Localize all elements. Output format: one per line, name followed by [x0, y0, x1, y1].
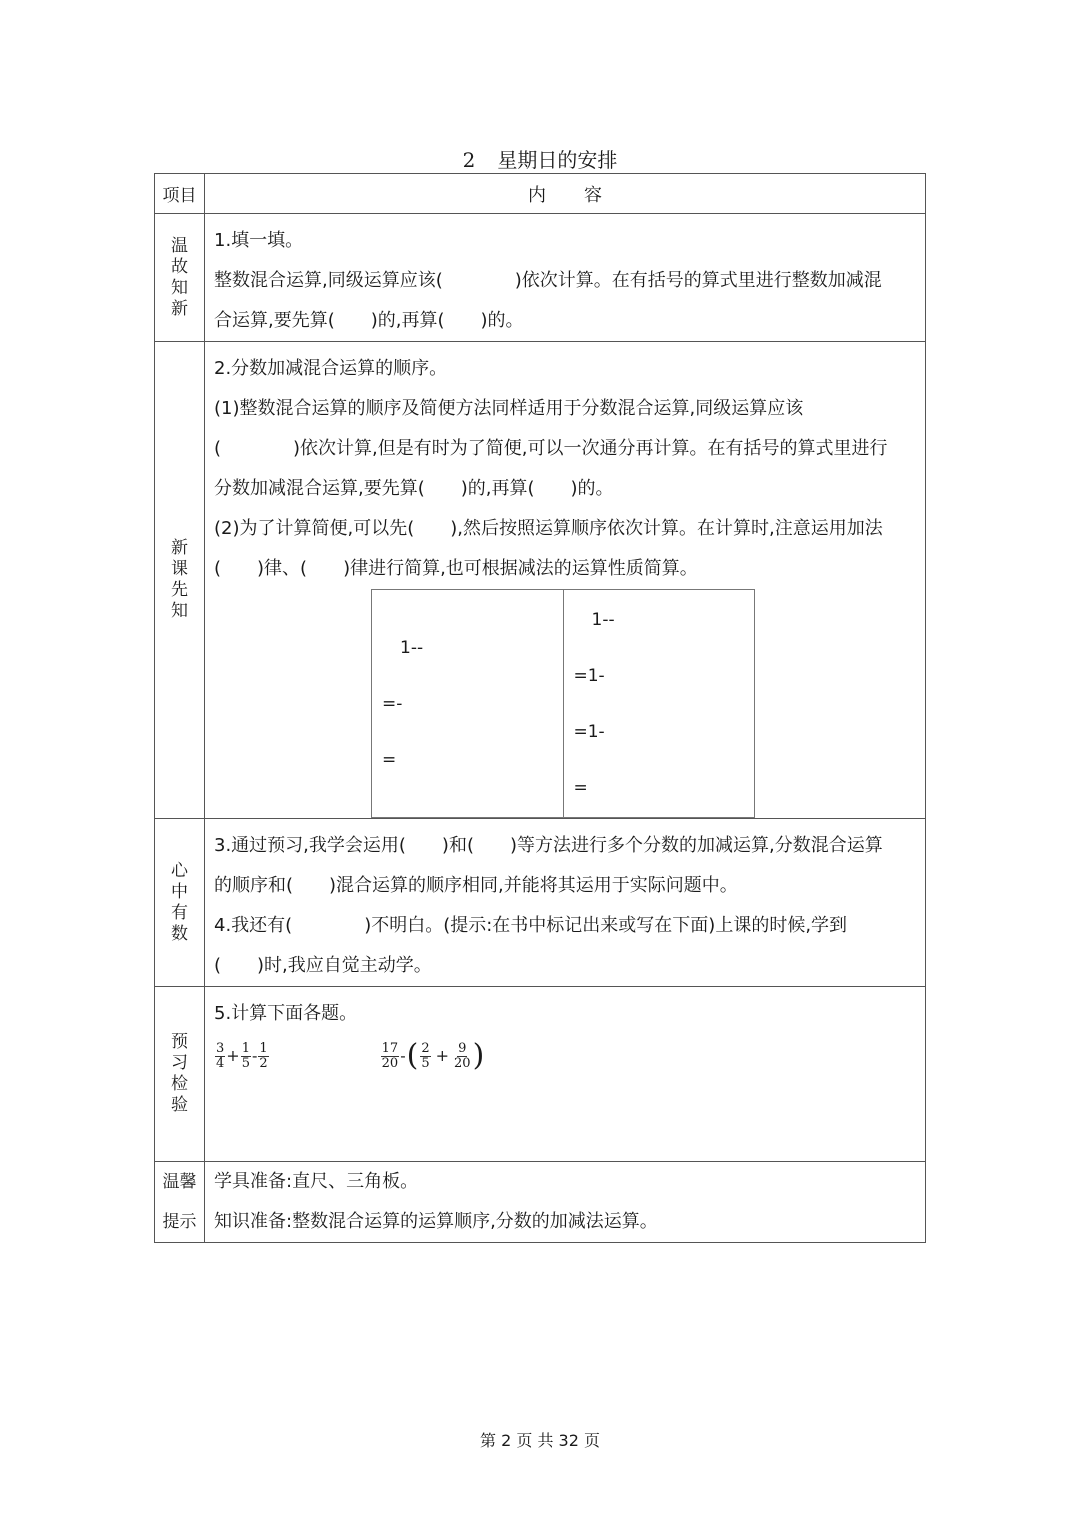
table-row-check: [155, 987, 926, 1162]
row-content-check: [205, 987, 926, 1162]
text-line: 2.分数加减混合运算的顺序。: [214, 358, 448, 379]
header-item: 项目: [155, 174, 205, 214]
text-line: ( )律、( )律进行简算,也可根据减法的运算性质简算。: [214, 558, 698, 579]
row-label-review: 温故知新: [155, 214, 205, 342]
math-expression-1: $\frac{3}{4}$ + $\frac{1}{5}$ - $\frac{1}{2}$: [216, 1040, 268, 1071]
row-label-reflection: 心中有数: [155, 819, 205, 987]
text-line: 5.计算下面各题。: [214, 1003, 358, 1024]
text-line: ( )时,我应自觉主动学。: [214, 955, 432, 976]
text-line: 学具准备:直尺、三角板。: [214, 1171, 419, 1192]
working-box-left: 1-- =- =: [382, 638, 424, 770]
working-box-right: 1-- =1- =1- =: [563, 590, 755, 817]
text-line: 的顺序和( )混合运算的顺序相同,并能将其运用于实际问题中。: [214, 875, 738, 896]
table-row-new-lesson: [155, 342, 926, 819]
math-expression-2: $\frac{17}{20}$ - ( $\frac{2}{5}$ + $\frac{9}{20}$ ): [381, 1038, 485, 1073]
row-content-reflection: [205, 819, 926, 987]
row-label-tips: 温馨 提示: [155, 1162, 205, 1243]
row-label-new-lesson: 新课先知: [155, 342, 205, 819]
table-row-tips: [155, 1162, 926, 1243]
text-line: 合运算,要先算( )的,再算( )的。: [214, 310, 524, 331]
text-line: ( )依次计算,但是有时为了简便,可以一次通分再计算。在有括号的算式里进行: [214, 438, 888, 459]
text-line: 4.我还有( )不明白。(提示:在书中标记出来或写在下面)上课的时候,学到: [214, 915, 848, 936]
lesson-table: [154, 173, 926, 1243]
page-title: [0, 144, 1080, 173]
row-content-review: [205, 214, 926, 342]
text-line: 整数混合运算,同级运算应该( )依次计算。在有括号的算式里进行整数加减混: [214, 270, 882, 291]
lesson-title: 星期日的安排: [497, 148, 618, 172]
text-line: (1)整数混合运算的顺序及简便方法同样适用于分数混合运算,同级运算应该: [214, 398, 804, 419]
text-line: 3.通过预习,我学会运用( )和( )等方法进行多个分数的加减运算,分数混合运算: [214, 835, 883, 856]
page-footer: 第 2 页 共 32 页: [480, 1431, 600, 1450]
text-line: 知识准备:整数混合运算的运算顺序,分数的加减法运算。: [214, 1211, 658, 1232]
row-content-tips: [205, 1162, 926, 1243]
row-label-check: 预习检验: [155, 987, 205, 1162]
lesson-number: 2: [462, 148, 476, 172]
table-header-row: [155, 174, 926, 214]
table-row-reflection: [155, 819, 926, 987]
text-line: 1.填一填。: [214, 230, 304, 251]
header-content: 内 容: [205, 174, 926, 214]
working-box: [371, 589, 755, 818]
row-content-new-lesson: [205, 342, 926, 819]
table-row-review: [155, 214, 926, 342]
text-line: 分数加减混合运算,要先算( )的,再算( )的。: [214, 478, 614, 499]
text-line: (2)为了计算简便,可以先( ),然后按照运算顺序依次计算。在计算时,注意运用加法: [214, 518, 883, 539]
